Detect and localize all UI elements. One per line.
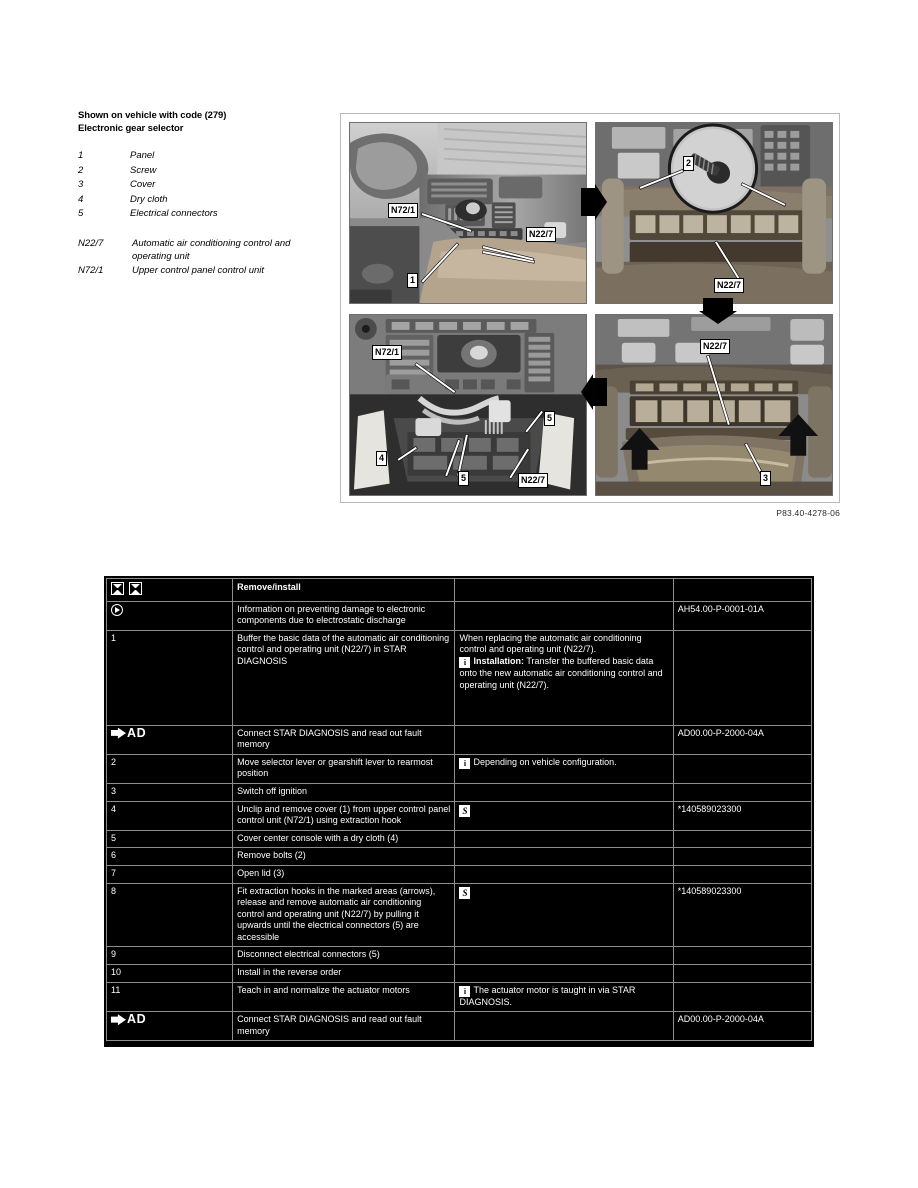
table-row (107, 725, 812, 754)
table-row (107, 947, 812, 965)
table-row (107, 830, 812, 848)
step-number-cell: 4 (107, 801, 233, 830)
step-task-cell: Connect STAR DIAGNOSIS and read out fault memory (233, 1012, 455, 1041)
step-number-cell: 8 (107, 883, 233, 947)
step-note-cell (455, 754, 673, 783)
step-number-cell: 7 (107, 865, 233, 883)
table-row (107, 630, 812, 725)
photo-bl-image (350, 315, 586, 495)
step-reference-cell (673, 830, 811, 848)
step-number-cell (107, 725, 233, 754)
step-reference-cell (673, 865, 811, 883)
hand-pointer-icon (111, 1014, 126, 1025)
step-reference-cell: AD00.00-P-2000-04A (673, 1012, 811, 1041)
legend-item-key: 5 (78, 208, 84, 220)
extraction-hook-tool-icon: S (459, 805, 470, 817)
step-note-cell (455, 848, 673, 866)
step-note-cell (455, 601, 673, 630)
step-task-cell: Switch off ignition (233, 783, 455, 801)
callout-2: 2 (683, 156, 694, 171)
callout-1: 1 (407, 273, 418, 288)
callout-n22-7: N22/7 (518, 473, 548, 488)
step-note-cell (455, 965, 673, 983)
step-note-cell (455, 830, 673, 848)
header-cell-icons (107, 579, 233, 602)
step-reference-cell (673, 848, 811, 866)
step-task-cell: Install in the reverse order (233, 965, 455, 983)
step-reference-cell (673, 783, 811, 801)
note-body: Depending on vehicle configuration. (473, 756, 617, 767)
step-note-cell (455, 947, 673, 965)
hourglass-icon (111, 582, 124, 595)
photo-screw-detail (595, 122, 833, 304)
step-number-cell: 11 (107, 982, 233, 1012)
legend-item-label: Panel (130, 150, 155, 161)
step-task-cell: Connect STAR DIAGNOSIS and read out fault memory (233, 725, 455, 754)
callout-n22-7: N22/7 (700, 339, 730, 354)
flow-arrow-right (581, 184, 607, 220)
table-row (107, 883, 812, 947)
step-task-cell: Information on preventing damage to electronic components due to electrostatic discharge (233, 601, 455, 630)
flow-arrow-down (699, 298, 737, 324)
step-number-cell: 5 (107, 830, 233, 848)
step-reference-cell: *140589023300 (673, 883, 811, 947)
step-reference-cell (673, 630, 811, 725)
circle-arrow-icon (111, 604, 123, 616)
callout-n22-7: N22/7 (714, 278, 744, 293)
callout-5-bottom: 5 (458, 471, 469, 486)
table-row (107, 801, 812, 830)
table-row (107, 982, 812, 1012)
legend-item (78, 149, 330, 164)
step-reference-cell (673, 754, 811, 783)
legend-code-item (78, 264, 330, 279)
legend-item (78, 178, 330, 193)
step-number-cell (107, 1012, 233, 1041)
legend-item-key: 3 (78, 179, 84, 191)
step-note-cell (455, 801, 673, 830)
table-row (107, 783, 812, 801)
legend-code-label: Upper control panel control unit (132, 264, 265, 276)
figure-legend (78, 110, 330, 278)
step-number-cell (107, 601, 233, 630)
step-number-cell: 2 (107, 754, 233, 783)
photo-center-console-lid (595, 314, 833, 496)
legend-code-key: N22/7 (78, 237, 104, 249)
header-cell-reference (673, 579, 811, 602)
info-icon: i (459, 657, 470, 668)
extraction-hook-tool-icon: S (459, 887, 470, 899)
step-task-cell: Remove bolts (2) (233, 848, 455, 866)
work-steps-table (106, 578, 812, 1041)
info-icon: i (459, 758, 470, 769)
step-task-cell: Fit extraction hooks in the marked areas (arrows), release and remove automatic air conditioning control and operating unit (N22/7) by pulling it upwards until the electrical connectors (5) are accessible (233, 883, 455, 947)
note-line-2 (459, 656, 668, 691)
note-body: Transfer the buffered basic data onto the new automatic air conditioning control and operating unit (N22/7). (459, 655, 663, 690)
legend-item-label: Screw (130, 164, 157, 176)
legend-item-label: Cover (130, 179, 156, 191)
step-task-cell: Disconnect electrical connectors (5) (233, 947, 455, 965)
step-task-cell (233, 630, 455, 725)
callout-4: 4 (376, 451, 387, 466)
table-row (107, 965, 812, 983)
table-row (107, 601, 812, 630)
table-row (107, 754, 812, 783)
step-note-cell (455, 865, 673, 883)
table-header-row (107, 579, 812, 602)
step-number-cell: 3 (107, 783, 233, 801)
ad-label: AD (127, 725, 147, 740)
figure-panel (340, 113, 840, 503)
step-task-cell: Open lid (3) (233, 865, 455, 883)
hourglass-icon (129, 582, 142, 595)
step-reference-cell (673, 965, 811, 983)
figure-caption: P83.40-4278-06 (776, 508, 840, 518)
ad-label: AD (127, 1012, 147, 1027)
callout-5-right: 5 (544, 411, 555, 426)
step-reference-cell: AD00.00-P-2000-04A (673, 725, 811, 754)
callout-n72-1: N72/1 (388, 203, 418, 218)
step-reference-cell (673, 947, 811, 965)
step-note-cell (455, 630, 673, 725)
table-row (107, 848, 812, 866)
flow-arrow-left (581, 374, 607, 410)
legend-item-list (78, 149, 330, 222)
legend-title (78, 110, 330, 135)
legend-code-item (78, 237, 330, 264)
photo-unit-removed (349, 314, 587, 496)
step-task-text: Buffer the basic data of the automatic air conditioning control and operating unit (N22/7) in STAR DIAGNOSIS (237, 632, 450, 666)
header-cell-note (455, 579, 673, 602)
step-reference-cell: AH54.00-P-0001-01A (673, 601, 811, 630)
step-task-cell: Move selector lever or gearshift lever to rearmost position (233, 754, 455, 783)
cell-spacer (237, 668, 450, 722)
legend-title-line2: Electronic gear selector (78, 122, 184, 134)
step-reference-cell: *140589023300 (673, 801, 811, 830)
step-number-cell: 9 (107, 947, 233, 965)
photo-dashboard-overview (349, 122, 587, 304)
legend-title-line1: Shown on vehicle with code (279) (78, 110, 227, 121)
callout-n22-7: N22/7 (526, 227, 556, 242)
legend-item (78, 164, 330, 179)
legend-code-list (78, 237, 330, 278)
legend-code-key: N72/1 (78, 264, 104, 276)
step-task-cell: Cover center console with a dry cloth (4) (233, 830, 455, 848)
step-task-cell: Unclip and remove cover (1) from upper control panel control unit (N72/1) using extraction hook (233, 801, 455, 830)
work-steps-table-container (104, 576, 814, 1047)
step-note-cell (455, 883, 673, 947)
step-note-cell (455, 1012, 673, 1041)
info-icon: i (459, 986, 470, 997)
step-reference-cell (673, 982, 811, 1012)
legend-item-label: Dry cloth (130, 193, 168, 205)
photo-tl-image (350, 123, 586, 303)
note-bold-label: Installation: (473, 655, 524, 666)
step-number-cell: 6 (107, 848, 233, 866)
note-body: The actuator motor is taught in via STAR DIAGNOSIS. (459, 984, 636, 1007)
step-number-cell: 1 (107, 630, 233, 725)
step-note-cell (455, 783, 673, 801)
step-task-text: Teach in and normalize the actuator motors (237, 984, 410, 995)
step-number-cell: 10 (107, 965, 233, 983)
hand-pointer-icon (111, 728, 126, 739)
callout-n72-1: N72/1 (372, 345, 402, 360)
table-row (107, 1012, 812, 1041)
legend-item-label: Electrical connectors (130, 208, 218, 220)
table-row (107, 865, 812, 883)
photo-tr-image (596, 123, 832, 303)
legend-code-label: Automatic air conditioning control and operating unit (132, 237, 291, 263)
note-line-1: When replacing the automatic air conditioning control and operating unit (N22/7). (459, 632, 642, 655)
legend-item-key: 1 (78, 150, 84, 161)
step-task-cell (233, 982, 455, 1012)
header-cell-operation: Remove/install (233, 579, 455, 602)
step-note-cell (455, 725, 673, 754)
step-note-cell (455, 982, 673, 1012)
legend-item-key: 2 (78, 164, 84, 176)
legend-item (78, 207, 330, 222)
legend-item-key: 4 (78, 193, 84, 205)
callout-3: 3 (760, 471, 771, 486)
legend-item (78, 193, 330, 208)
